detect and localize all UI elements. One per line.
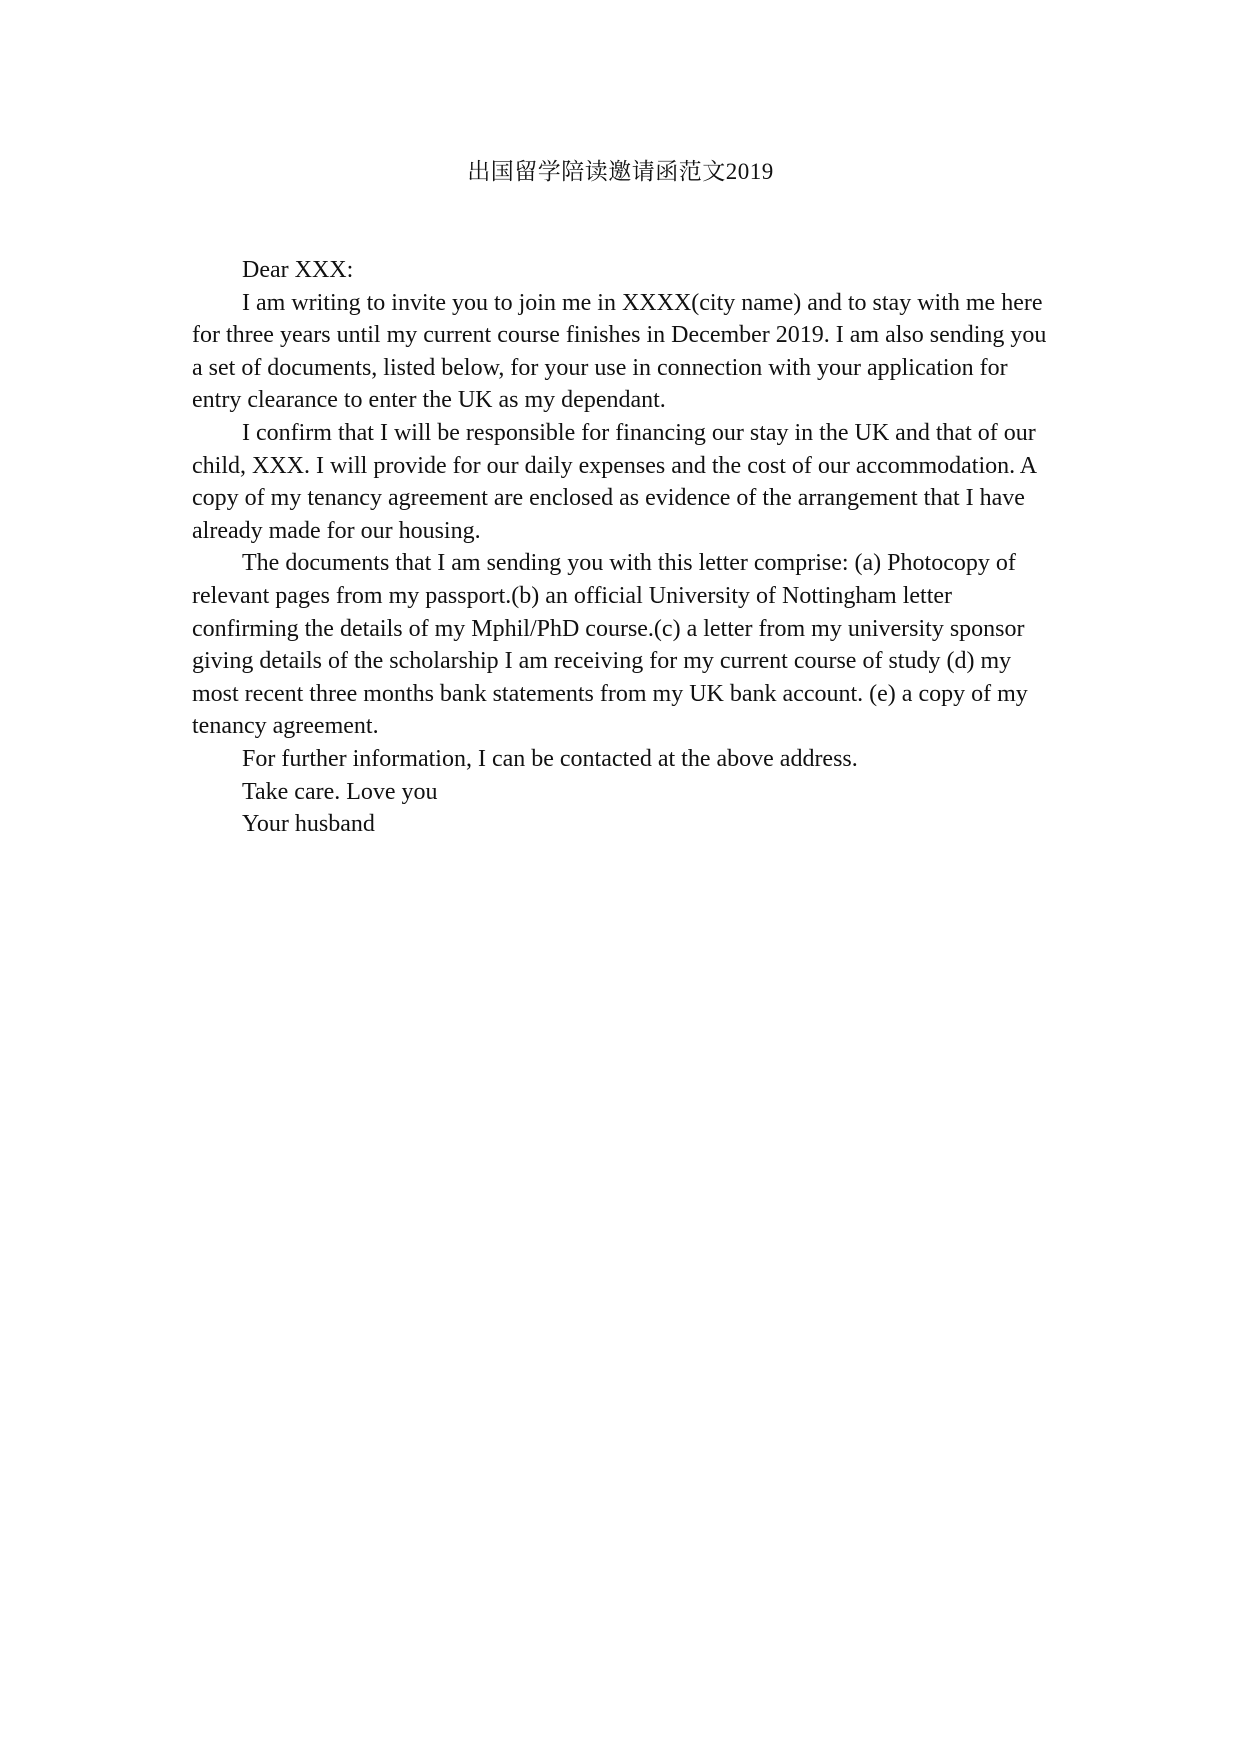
paragraph-financing: I confirm that I will be responsible for financing our stay in the UK and that of our child, XXX. I will provide for our daily expenses and the cost of our accommodation. A copy of my tenancy agreement are enclosed as evidence of the arrangement that I have already made for our housing. xyxy=(192,419,1036,544)
paragraph-invitation: I am writing to invite you to join me in XXXX(city name) and to stay with me here for three years until my current course finishes in December 2019. I am also sending you a set of documents, listed below, for your use in connection with your application for entry clearance to enter the UK as my dependant. xyxy=(192,289,1047,414)
paragraph-documents: The documents that I am sending you with this letter comprise: (a) Photocopy of relevant pages from my passport.(b) an official University of Nottingham letter confirming the details of my Mphil/PhD course.(c) a letter from my university sponsor giving details of the scholarship I am receiving for my current course of study (d) my most recent three months bank statements from my UK bank account. (e) a copy of my tenancy agreement. xyxy=(192,550,1028,740)
letter-body xyxy=(192,254,1052,841)
signature: Your husband xyxy=(242,811,375,838)
paragraph-contact: For further information, I can be contacted at the above address. xyxy=(242,745,858,772)
document-title: 出国留学陪读邀请函范文2019 xyxy=(467,159,774,184)
salutation: Dear XXX: xyxy=(242,257,354,283)
closing: Take care. Love you xyxy=(242,778,438,805)
